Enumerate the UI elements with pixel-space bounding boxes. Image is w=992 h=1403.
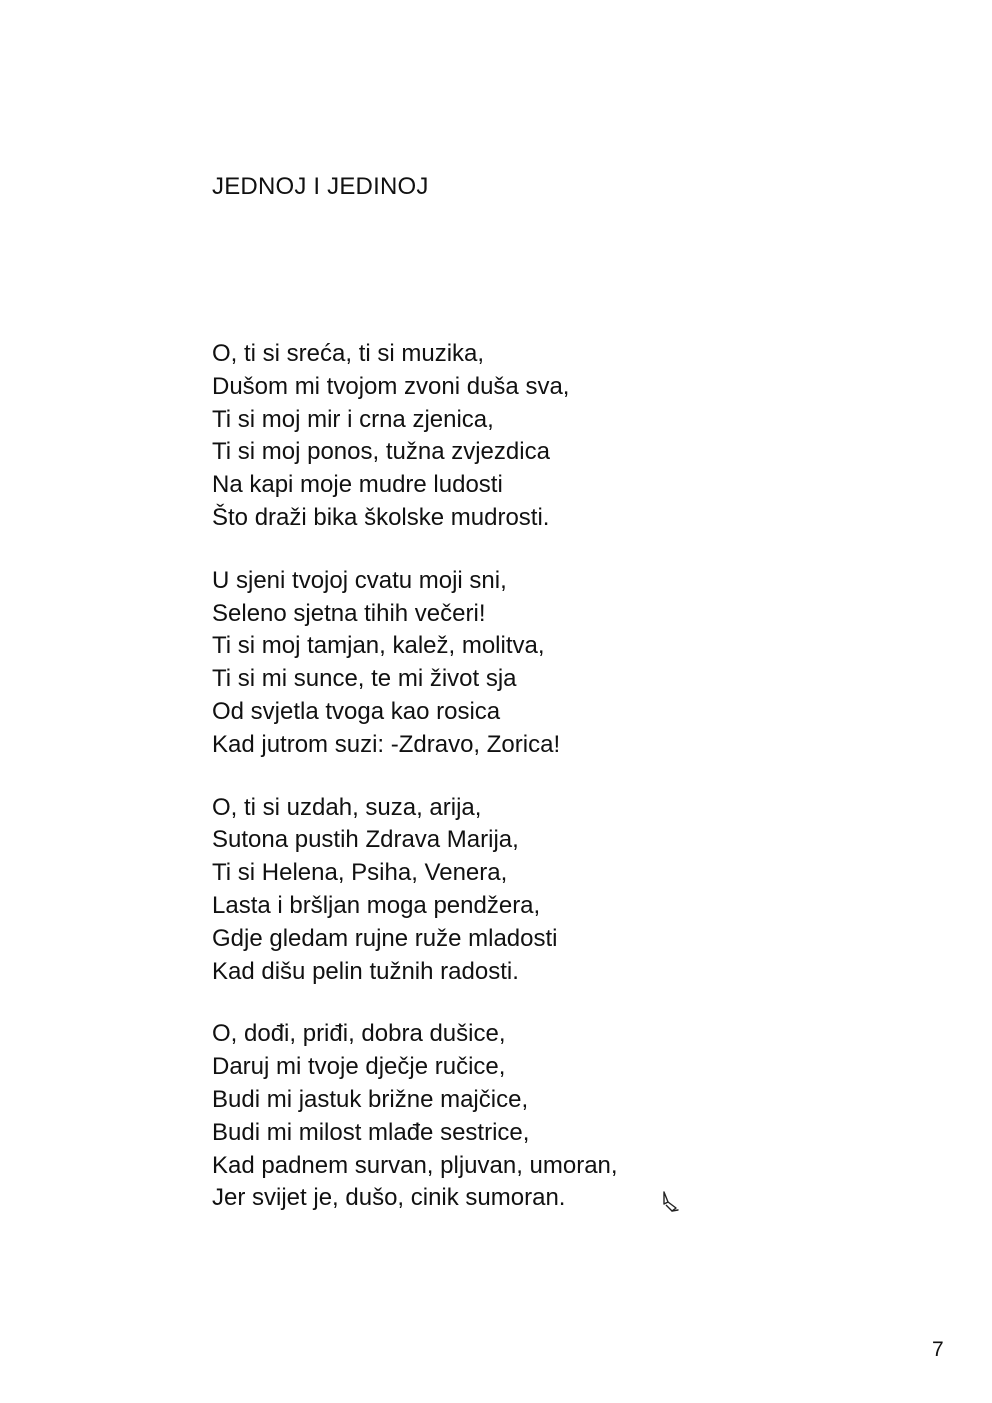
poem-line: Gdje gledam rujne ruže mladosti — [212, 924, 558, 952]
poem-line: O, ti si uzdah, suza, arija, — [212, 793, 482, 821]
poem-body — [212, 338, 772, 1245]
poem-line: Dušom mi tvojom zvoni duša sva, — [212, 372, 570, 400]
poem-line: Budi mi jastuk brižne majčice, — [212, 1085, 529, 1113]
stanza-4 — [212, 1018, 772, 1215]
poem-line: Ti si Helena, Psiha, Venera, — [212, 859, 508, 887]
stanza-2 — [212, 565, 772, 762]
quill-end-mark-icon — [660, 1190, 682, 1214]
stanza-1 — [212, 338, 772, 535]
poem-title: JEDNOJ I JEDINOJ — [212, 173, 429, 200]
poem-line: Jer svijet je, dušo, cinik sumoran. — [212, 1184, 566, 1212]
poem-line: Ti si moj ponos, tužna zvjezdica — [212, 438, 550, 466]
poem-line: Daruj mi tvoje dječje ručice, — [212, 1053, 506, 1081]
poem-line: Kad padnem survan, pljuvan, umoran, — [212, 1151, 618, 1179]
poem-line: O, ti si sreća, ti si muzika, — [212, 340, 485, 367]
poem-line: O, dođi, priđi, dobra dušice, — [212, 1020, 506, 1048]
poem-line: Lasta i bršljan moga pendžera, — [212, 891, 541, 919]
poem-line: Ti si moj mir i crna zjenica, — [212, 405, 494, 433]
poem-line: Sutona pustih Zdrava Marija, — [212, 826, 519, 854]
poem-line: Što draži bika školske mudrosti. — [212, 503, 550, 531]
poem-line: Seleno sjetna tihih večeri! — [212, 599, 486, 627]
poem-line: Ti si moj tamjan, kalež, molitva, — [212, 632, 545, 660]
poem-line: U sjeni tvojoj cvatu moji sni, — [212, 566, 507, 594]
poem-line: Kad jutrom suzi: -Zdravo, Zorica! — [212, 730, 561, 758]
page-number: 7 — [932, 1338, 944, 1361]
poem-line: Budi mi milost mlađe sestrice, — [212, 1118, 530, 1146]
poem-line: Kad dišu pelin tužnih radosti. — [212, 957, 519, 985]
poem-line: Na kapi moje mudre ludosti — [212, 471, 503, 499]
poem-line: Od svjetla tvoga kao rosica — [212, 697, 501, 725]
stanza-3 — [212, 792, 772, 989]
poem-line: Ti si mi sunce, te mi život sja — [212, 665, 517, 693]
